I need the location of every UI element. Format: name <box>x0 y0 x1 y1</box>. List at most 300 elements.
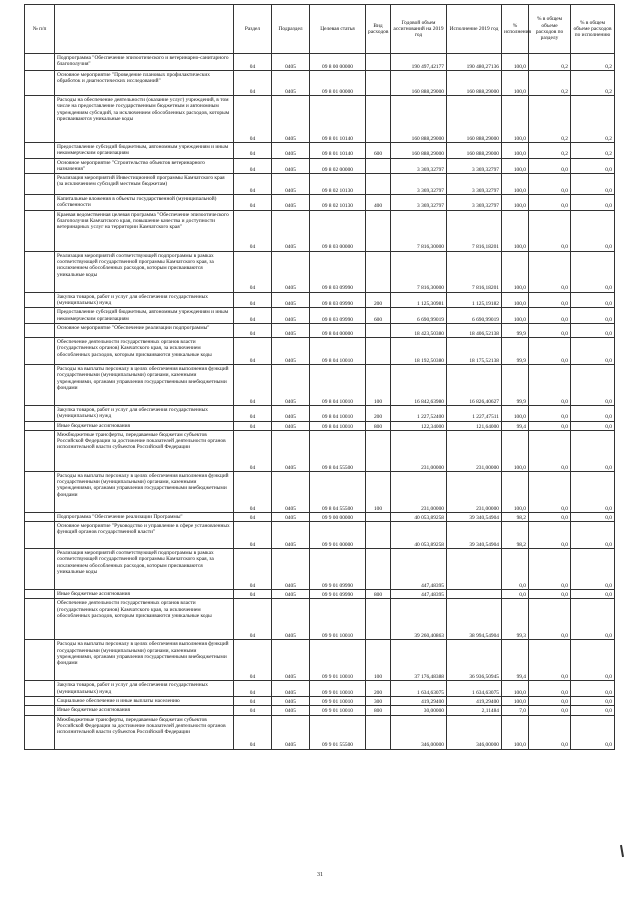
section-cell: 04 <box>234 715 272 749</box>
annual-plan-cell: 7 816,30000 <box>391 251 447 292</box>
row-number-cell <box>25 292 55 308</box>
share-execution-cell: 0,0 <box>571 364 615 405</box>
expense-name-cell: Закупка товаров, работ и услуг для обеспечения государственных (муниципальных) нужд <box>55 405 234 421</box>
execution-percent-cell: 0,0 <box>502 590 529 599</box>
subsection-cell: 0405 <box>272 158 310 174</box>
row-number-cell <box>25 308 55 324</box>
execution-percent-cell: 98,2 <box>502 522 529 549</box>
share-execution-cell: 0,0 <box>571 715 615 749</box>
execution-percent-cell: 100,0 <box>502 405 529 421</box>
expense-type-cell: 100 <box>366 640 391 681</box>
annual-plan-cell: 1 125,30981 <box>391 292 447 308</box>
target-article-cell: 09 8 03 09990 <box>310 251 366 292</box>
execution-cell: 3 369,32797 <box>447 195 502 211</box>
annual-plan-cell: 1 227,52400 <box>391 405 447 421</box>
expense-type-cell <box>366 71 391 96</box>
execution-percent-cell: 100,0 <box>502 715 529 749</box>
section-cell: 04 <box>234 96 272 143</box>
execution-percent-cell: 100,0 <box>502 681 529 697</box>
table-row <box>25 143 615 159</box>
header-share-by-execution: % в общем объеме расходов по исполнению <box>571 5 615 54</box>
row-number-cell <box>25 143 55 159</box>
annual-plan-cell: 37 176,48388 <box>391 640 447 681</box>
share-section-cell: 0,0 <box>529 512 571 521</box>
execution-percent-cell: 99,4 <box>502 640 529 681</box>
annual-plan-cell: 231,00000 <box>391 471 447 512</box>
section-cell: 04 <box>234 640 272 681</box>
target-article-cell: 09 8 02 10130 <box>310 195 366 211</box>
subsection-cell: 0405 <box>272 210 310 251</box>
row-number-cell <box>25 471 55 512</box>
annual-plan-cell: 18 423,50380 <box>391 323 447 337</box>
header-share-by-section: % в общем объеме расходов по разделу <box>529 5 571 54</box>
subsection-cell: 0405 <box>272 174 310 195</box>
table-row <box>25 292 615 308</box>
subsection-cell: 0405 <box>272 96 310 143</box>
expense-name-cell: Расходы на выплаты персоналу в целях обеспечения выполнения функций государственными (муниципальными) органами, казенными учреждениями, органами управления государственными внебюджетными фондами <box>55 364 234 405</box>
execution-percent-cell: 99,9 <box>502 323 529 337</box>
share-execution-cell: 0,0 <box>571 251 615 292</box>
table-row <box>25 323 615 337</box>
row-number-cell <box>25 715 55 749</box>
table-row <box>25 471 615 512</box>
subsection-cell: 0405 <box>272 512 310 521</box>
expense-type-cell <box>366 158 391 174</box>
share-section-cell: 0,0 <box>529 292 571 308</box>
section-cell: 04 <box>234 158 272 174</box>
share-execution-cell: 0,0 <box>571 195 615 211</box>
execution-cell: 3 369,32797 <box>447 174 502 195</box>
execution-percent-cell: 100,0 <box>502 158 529 174</box>
annual-plan-cell: 419,29400 <box>391 697 447 706</box>
execution-cell: 39 340,54904 <box>447 512 502 521</box>
share-section-cell: 0,2 <box>529 54 571 71</box>
share-section-cell: 0,0 <box>529 599 571 640</box>
target-article-cell: 09 8 04 10010 <box>310 405 366 421</box>
execution-percent-cell: 98,2 <box>502 512 529 521</box>
table-row <box>25 54 615 71</box>
share-section-cell: 0,0 <box>529 210 571 251</box>
expense-type-cell <box>366 96 391 143</box>
expense-name-cell: Реализация мероприятий Инвестиционной программы Камчатского края (за исключением субсидий местным бюджетам) <box>55 174 234 195</box>
execution-cell: 18 175,52138 <box>447 337 502 364</box>
table-row <box>25 549 615 590</box>
expense-name-cell: Иные бюджетные ассигнования <box>55 706 234 715</box>
subsection-cell: 0405 <box>272 323 310 337</box>
section-cell: 04 <box>234 54 272 71</box>
target-article-cell: 09 8 03 09990 <box>310 292 366 308</box>
expense-name-cell: Основное мероприятие "Проведение плановых профилактических обработок и диагностических исследований" <box>55 71 234 96</box>
expense-type-cell: 200 <box>366 681 391 697</box>
expense-type-cell: 600 <box>366 143 391 159</box>
expense-name-cell: Капитальные вложения в объекты государственной (муниципальной) собственности <box>55 195 234 211</box>
execution-cell: 1 125,19182 <box>447 292 502 308</box>
expense-type-cell <box>366 715 391 749</box>
execution-percent-cell: 100,0 <box>502 471 529 512</box>
annual-plan-cell: 190 497,42177 <box>391 54 447 71</box>
expense-type-cell: 400 <box>366 195 391 211</box>
annual-plan-cell: 3 369,32797 <box>391 158 447 174</box>
target-article-cell: 09 9 01 09990 <box>310 549 366 590</box>
execution-cell: 7 816,18201 <box>447 210 502 251</box>
table-row <box>25 421 615 430</box>
annual-plan-cell: 346,00000 <box>391 715 447 749</box>
share-section-cell: 0,0 <box>529 158 571 174</box>
section-cell: 04 <box>234 337 272 364</box>
subsection-cell: 0405 <box>272 421 310 430</box>
row-number-cell <box>25 421 55 430</box>
execution-percent-cell: 100,0 <box>502 697 529 706</box>
execution-cell: 160 888,29000 <box>447 71 502 96</box>
target-article-cell: 09 8 04 55500 <box>310 430 366 471</box>
target-article-cell: 09 8 01 10140 <box>310 143 366 159</box>
subsection-cell: 0405 <box>272 71 310 96</box>
expense-type-cell <box>366 522 391 549</box>
header-subsection: Подраздел <box>272 5 310 54</box>
execution-cell: 7 816,18201 <box>447 251 502 292</box>
table-row <box>25 715 615 749</box>
annual-plan-cell: 231,00000 <box>391 430 447 471</box>
share-section-cell: 0,0 <box>529 430 571 471</box>
share-section-cell: 0,0 <box>529 421 571 430</box>
table-row <box>25 640 615 681</box>
execution-cell: 419,29400 <box>447 697 502 706</box>
row-number-cell <box>25 54 55 71</box>
share-section-cell: 0,0 <box>529 471 571 512</box>
expense-name-cell: Расходы на выплаты персоналу в целях обеспечения выполнения функций государственными (муниципальными) органами, казенными учреждениями, органами управления государственными внебюджетными фондами <box>55 471 234 512</box>
table-row <box>25 210 615 251</box>
expense-type-cell: 300 <box>366 697 391 706</box>
section-cell: 04 <box>234 71 272 96</box>
section-cell: 04 <box>234 251 272 292</box>
target-article-cell: 09 8 04 10010 <box>310 364 366 405</box>
subsection-cell: 0405 <box>272 640 310 681</box>
target-article-cell: 09 8 00 00000 <box>310 54 366 71</box>
annual-plan-cell: 6 690,99019 <box>391 308 447 324</box>
target-article-cell: 09 9 01 09990 <box>310 590 366 599</box>
annual-plan-cell: 122,34000 <box>391 421 447 430</box>
share-section-cell: 0,2 <box>529 96 571 143</box>
annual-plan-cell: 16 842,63980 <box>391 364 447 405</box>
row-number-cell <box>25 96 55 143</box>
execution-percent-cell: 100,0 <box>502 430 529 471</box>
execution-percent-cell: 100,0 <box>502 71 529 96</box>
expense-name-cell: Основное мероприятие "Обеспечение реализации подпрограммы" <box>55 323 234 337</box>
table-row <box>25 405 615 421</box>
table-row <box>25 308 615 324</box>
expense-name-cell: Реализация мероприятий соответствующей подпрограммы в рамках соответствующей государственной программы Камчатского края, за исключением обособленных расходов, которым присваиваются уникальные коды <box>55 251 234 292</box>
target-article-cell: 09 8 01 10140 <box>310 96 366 143</box>
share-execution-cell: 0,0 <box>571 323 615 337</box>
execution-percent-cell: 100,0 <box>502 174 529 195</box>
annual-plan-cell: 1 634,63075 <box>391 681 447 697</box>
share-execution-cell: 0,0 <box>571 430 615 471</box>
expense-name-cell: Закупка товаров, работ и услуг для обеспечения государственных (муниципальных) нужд <box>55 292 234 308</box>
section-cell: 04 <box>234 681 272 697</box>
share-execution-cell: 0,0 <box>571 706 615 715</box>
execution-percent-cell: 99,3 <box>502 599 529 640</box>
table-row <box>25 430 615 471</box>
execution-cell: 346,00000 <box>447 715 502 749</box>
row-number-cell <box>25 337 55 364</box>
row-number-cell <box>25 158 55 174</box>
subsection-cell: 0405 <box>272 54 310 71</box>
table-row <box>25 599 615 640</box>
row-number-cell <box>25 549 55 590</box>
subsection-cell: 0405 <box>272 715 310 749</box>
table-row <box>25 590 615 599</box>
row-number-cell <box>25 210 55 251</box>
expense-name-cell: Основное мероприятие "Строительство объектов ветеринарного назначения" <box>55 158 234 174</box>
share-execution-cell: 0,0 <box>571 549 615 590</box>
header-section: Раздел <box>234 5 272 54</box>
expense-type-cell <box>366 549 391 590</box>
target-article-cell: 09 8 01 00000 <box>310 71 366 96</box>
share-section-cell: 0,2 <box>529 71 571 96</box>
target-article-cell: 09 8 04 00000 <box>310 323 366 337</box>
budget-table <box>24 4 615 750</box>
subsection-cell: 0405 <box>272 549 310 590</box>
row-number-cell <box>25 590 55 599</box>
execution-cell <box>447 590 502 599</box>
subsection-cell: 0405 <box>272 522 310 549</box>
row-number-cell <box>25 640 55 681</box>
row-number-cell <box>25 323 55 337</box>
table-row <box>25 195 615 211</box>
share-execution-cell: 0,0 <box>571 590 615 599</box>
row-number-cell <box>25 364 55 405</box>
section-cell: 04 <box>234 706 272 715</box>
share-section-cell: 0,0 <box>529 697 571 706</box>
expense-type-cell <box>366 174 391 195</box>
row-number-cell <box>25 522 55 549</box>
section-cell: 04 <box>234 308 272 324</box>
subsection-cell: 0405 <box>272 590 310 599</box>
execution-cell: 160 888,29000 <box>447 143 502 159</box>
table-row <box>25 71 615 96</box>
annual-plan-cell: 30,00000 <box>391 706 447 715</box>
target-article-cell: 09 9 00 00000 <box>310 512 366 521</box>
table-row <box>25 96 615 143</box>
target-article-cell: 09 9 01 10010 <box>310 681 366 697</box>
annual-plan-cell: 3 369,32797 <box>391 174 447 195</box>
execution-percent-cell: 100,0 <box>502 143 529 159</box>
expense-name-cell: Подпрограмма "Обеспечение эпизоотического и ветеринарно-санитарного благополучия" <box>55 54 234 71</box>
budget-table-sheet <box>24 4 614 750</box>
execution-percent-cell: 7,0 <box>502 706 529 715</box>
expense-type-cell: 100 <box>366 471 391 512</box>
row-number-cell <box>25 599 55 640</box>
share-execution-cell: 0,0 <box>571 158 615 174</box>
expense-name-cell: Расходы на обеспечение деятельности (оказание услуг) учреждений, в том числе на предоставление государственным бюджетным и автономным учреждениям субсидий, за исключением обособленных расходов, которым присваиваются уникальные коды <box>55 96 234 143</box>
section-cell: 04 <box>234 143 272 159</box>
subsection-cell: 0405 <box>272 364 310 405</box>
execution-cell: 160 888,29000 <box>447 96 502 143</box>
target-article-cell: 09 8 02 10130 <box>310 174 366 195</box>
expense-type-cell <box>366 251 391 292</box>
expense-type-cell <box>366 430 391 471</box>
expense-type-cell <box>366 210 391 251</box>
section-cell: 04 <box>234 364 272 405</box>
execution-percent-cell: 100,0 <box>502 210 529 251</box>
share-section-cell: 0,0 <box>529 522 571 549</box>
margin-mark <box>620 845 624 857</box>
section-cell: 04 <box>234 210 272 251</box>
table-row <box>25 174 615 195</box>
subsection-cell: 0405 <box>272 471 310 512</box>
expense-type-cell: 600 <box>366 308 391 324</box>
subsection-cell: 0405 <box>272 308 310 324</box>
section-cell: 04 <box>234 195 272 211</box>
target-article-cell: 09 8 04 10010 <box>310 421 366 430</box>
target-article-cell: 09 9 01 00000 <box>310 522 366 549</box>
subsection-cell: 0405 <box>272 697 310 706</box>
execution-percent-cell: 100,0 <box>502 54 529 71</box>
row-number-cell <box>25 195 55 211</box>
target-article-cell: 09 9 01 10010 <box>310 706 366 715</box>
row-number-cell <box>25 71 55 96</box>
subsection-cell: 0405 <box>272 337 310 364</box>
target-article-cell: 09 9 01 10010 <box>310 640 366 681</box>
section-cell: 04 <box>234 590 272 599</box>
share-section-cell: 0,0 <box>529 549 571 590</box>
execution-cell: 16 826,40627 <box>447 364 502 405</box>
row-number-cell <box>25 174 55 195</box>
expense-type-cell <box>366 337 391 364</box>
execution-cell: 38 994,54904 <box>447 599 502 640</box>
target-article-cell: 09 8 04 10010 <box>310 337 366 364</box>
table-row <box>25 697 615 706</box>
share-execution-cell: 0,0 <box>571 308 615 324</box>
expense-type-cell: 200 <box>366 405 391 421</box>
expense-type-cell: 800 <box>366 421 391 430</box>
share-section-cell: 0,0 <box>529 337 571 364</box>
header-name-blank <box>55 5 234 54</box>
table-row <box>25 512 615 521</box>
expense-type-cell <box>366 54 391 71</box>
expense-name-cell: Обеспечение деятельности государственных органов власти (государственных органов) Камчатского края, за исключением обособленных расходов, которым присваиваются уникальные коды <box>55 337 234 364</box>
target-article-cell: 09 9 01 55500 <box>310 715 366 749</box>
share-section-cell: 0,0 <box>529 590 571 599</box>
execution-percent-cell: 100,0 <box>502 96 529 143</box>
share-section-cell: 0,2 <box>529 143 571 159</box>
share-section-cell: 0,0 <box>529 706 571 715</box>
header-annual-plan: Годовой объем ассигнований на 2019 год <box>391 5 447 54</box>
annual-plan-cell: 7 816,30000 <box>391 210 447 251</box>
share-execution-cell: 0,0 <box>571 292 615 308</box>
expense-type-cell <box>366 599 391 640</box>
section-cell: 04 <box>234 430 272 471</box>
row-number-cell <box>25 251 55 292</box>
expense-name-cell: Иные бюджетные ассигнования <box>55 590 234 599</box>
share-execution-cell: 0,0 <box>571 421 615 430</box>
execution-percent-cell: 99,4 <box>502 421 529 430</box>
share-section-cell: 0,0 <box>529 195 571 211</box>
execution-percent-cell: 0,0 <box>502 549 529 590</box>
expense-name-cell: Обеспечение деятельности государственных органов власти (государственных органов) Камчатского края, за исключением обособленных расходов, которым присваиваются уникальные коды <box>55 599 234 640</box>
execution-cell: 18 406,52138 <box>447 323 502 337</box>
share-execution-cell: 0,2 <box>571 96 615 143</box>
subsection-cell: 0405 <box>272 251 310 292</box>
share-execution-cell: 0,2 <box>571 54 615 71</box>
section-cell: 04 <box>234 405 272 421</box>
header-row-number: № п/п <box>25 5 55 54</box>
share-section-cell: 0,0 <box>529 364 571 405</box>
target-article-cell: 09 9 01 10010 <box>310 697 366 706</box>
share-execution-cell: 0,0 <box>571 337 615 364</box>
subsection-cell: 0405 <box>272 405 310 421</box>
share-execution-cell: 0,0 <box>571 681 615 697</box>
share-execution-cell: 0,0 <box>571 522 615 549</box>
share-execution-cell: 0,0 <box>571 210 615 251</box>
expense-name-cell: Краевая ведомственная целевая программа "Обеспечение эпизоотического благополучия Камчатского края, повышение качества и доступности ветеринарных услуг на территории Камчатского края" <box>55 210 234 251</box>
section-cell: 04 <box>234 421 272 430</box>
table-header-row <box>25 5 615 54</box>
header-execution-percent: % исполнения <box>502 5 529 54</box>
annual-plan-cell: 160 888,29000 <box>391 71 447 96</box>
section-cell: 04 <box>234 512 272 521</box>
table-row <box>25 158 615 174</box>
expense-name-cell: Предоставление субсидий бюджетным, автономным учреждениям и иным некоммерческим организациям <box>55 308 234 324</box>
annual-plan-cell: 40 053,89258 <box>391 522 447 549</box>
target-article-cell: 09 8 04 55500 <box>310 471 366 512</box>
annual-plan-cell: 3 369,32797 <box>391 195 447 211</box>
expense-name-cell: Социальное обеспечение и иные выплаты населению <box>55 697 234 706</box>
share-execution-cell: 0,0 <box>571 599 615 640</box>
expense-name-cell: Реализация мероприятий соответствующей подпрограммы в рамках соответствующей государственной программы Камчатского края, за исключением обособленных расходов, которым присваиваются уникальные коды <box>55 549 234 590</box>
target-article-cell: 09 9 01 10010 <box>310 599 366 640</box>
table-row <box>25 337 615 364</box>
table-row <box>25 706 615 715</box>
row-number-cell <box>25 405 55 421</box>
execution-cell <box>447 549 502 590</box>
execution-cell: 3 369,32797 <box>447 158 502 174</box>
execution-cell: 231,00000 <box>447 430 502 471</box>
execution-cell: 231,00000 <box>447 471 502 512</box>
row-number-cell <box>25 512 55 521</box>
section-cell: 04 <box>234 599 272 640</box>
share-section-cell: 0,0 <box>529 715 571 749</box>
section-cell: 04 <box>234 471 272 512</box>
annual-plan-cell: 18 192,50380 <box>391 337 447 364</box>
target-article-cell: 09 8 02 00000 <box>310 158 366 174</box>
expense-type-cell: 100 <box>366 364 391 405</box>
section-cell: 04 <box>234 292 272 308</box>
header-expense-type: Вид расходов <box>366 5 391 54</box>
section-cell: 04 <box>234 549 272 590</box>
share-section-cell: 0,0 <box>529 251 571 292</box>
execution-cell: 2,11484 <box>447 706 502 715</box>
annual-plan-cell: 160 888,29000 <box>391 143 447 159</box>
table-row <box>25 364 615 405</box>
subsection-cell: 0405 <box>272 599 310 640</box>
share-section-cell: 0,0 <box>529 640 571 681</box>
execution-percent-cell: 99,9 <box>502 337 529 364</box>
expense-name-cell: Межбюджетные трансферты, передаваемые бюджетам субъектов Российской Федерации за достижение показателей деятельности органов исполнительной власти субъектов Российской Федерации <box>55 715 234 749</box>
share-execution-cell: 0,0 <box>571 471 615 512</box>
expense-name-cell: Расходы на выплаты персоналу в целях обеспечения выполнения функций государственными (муниципальными) органами, казенными учреждениями, органами управления государственными внебюджетными фондами <box>55 640 234 681</box>
expense-name-cell: Основное мероприятие "Руководство и управление в сфере установленных функций органов государственной власти" <box>55 522 234 549</box>
section-cell: 04 <box>234 174 272 195</box>
expense-type-cell: 200 <box>366 292 391 308</box>
annual-plan-cell: 39 260,40863 <box>391 599 447 640</box>
row-number-cell <box>25 706 55 715</box>
expense-name-cell: Предоставление субсидий бюджетным, автономным учреждениям и иным некоммерческим организациям <box>55 143 234 159</box>
subsection-cell: 0405 <box>272 292 310 308</box>
subsection-cell: 0405 <box>272 681 310 697</box>
execution-percent-cell: 100,0 <box>502 195 529 211</box>
expense-type-cell <box>366 323 391 337</box>
